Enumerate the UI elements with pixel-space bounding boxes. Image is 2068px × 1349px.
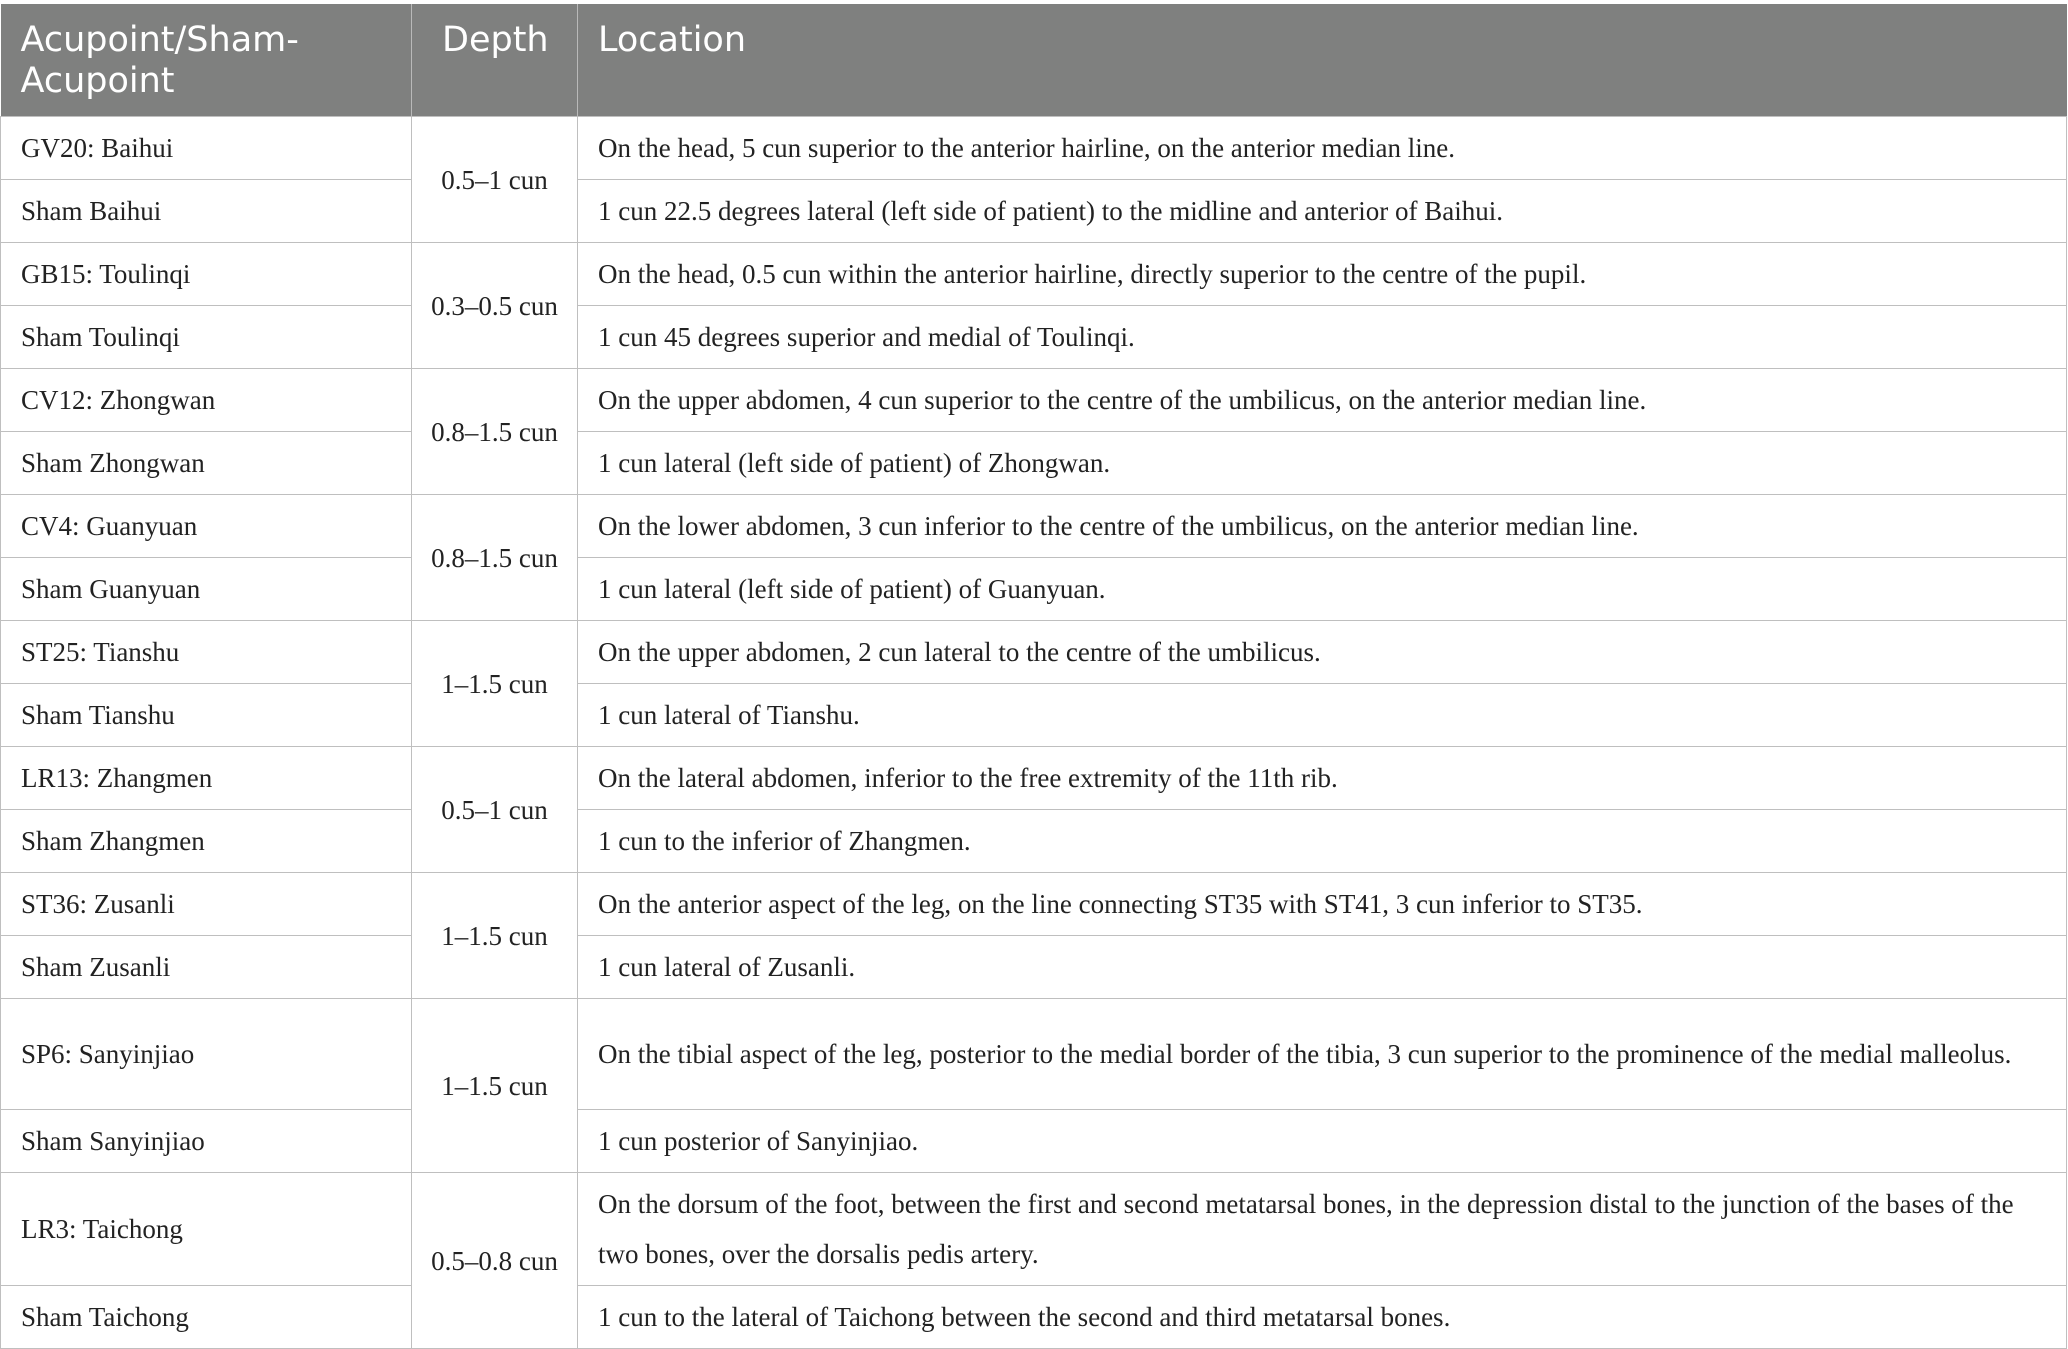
acupoint-table <box>0 4 2067 1349</box>
acupoint-name-cell: Sham Baihui <box>1 180 412 243</box>
table-row <box>1 1286 2067 1349</box>
depth-cell: 1–1.5 cun <box>412 621 578 747</box>
location-cell: 1 cun to the lateral of Taichong between the second and third metatarsal bones. <box>578 1286 2067 1349</box>
location-cell: 1 cun lateral of Tianshu. <box>578 684 2067 747</box>
acupoint-name-cell: Sham Sanyinjiao <box>1 1110 412 1173</box>
table-row <box>1 117 2067 180</box>
acupoint-name-cell: Sham Zhongwan <box>1 432 412 495</box>
location-cell: 1 cun lateral (left side of patient) of Zhongwan. <box>578 432 2067 495</box>
depth-cell: 1–1.5 cun <box>412 999 578 1173</box>
location-cell: On the head, 0.5 cun within the anterior hairline, directly superior to the centre of the pupil. <box>578 243 2067 306</box>
location-cell: On the anterior aspect of the leg, on the line connecting ST35 with ST41, 3 cun inferior to ST35. <box>578 873 2067 936</box>
depth-cell: 0.3–0.5 cun <box>412 243 578 369</box>
acupoint-name-cell: LR3: Taichong <box>1 1173 412 1286</box>
acupoint-name-cell: Sham Guanyuan <box>1 558 412 621</box>
depth-cell: 0.5–1 cun <box>412 117 578 243</box>
acupoint-name-cell: Sham Zhangmen <box>1 810 412 873</box>
location-cell: On the upper abdomen, 2 cun lateral to the centre of the umbilicus. <box>578 621 2067 684</box>
table-row <box>1 1110 2067 1173</box>
location-cell: On the lower abdomen, 3 cun inferior to the centre of the umbilicus, on the anterior median line. <box>578 495 2067 558</box>
table-row <box>1 684 2067 747</box>
location-cell: 1 cun 45 degrees superior and medial of Toulinqi. <box>578 306 2067 369</box>
acupoint-name-cell: Sham Tianshu <box>1 684 412 747</box>
acupoint-name-cell: Sham Toulinqi <box>1 306 412 369</box>
table-row <box>1 243 2067 306</box>
table-body <box>1 117 2067 1349</box>
table-row <box>1 432 2067 495</box>
header-depth: Depth <box>412 4 578 117</box>
location-cell: On the upper abdomen, 4 cun superior to the centre of the umbilicus, on the anterior median line. <box>578 369 2067 432</box>
acupoint-name-cell: GB15: Toulinqi <box>1 243 412 306</box>
location-cell: On the dorsum of the foot, between the first and second metatarsal bones, in the depression distal to the junction of the bases of the two bones, over the dorsalis pedis artery. <box>578 1173 2067 1286</box>
acupoint-name-cell: LR13: Zhangmen <box>1 747 412 810</box>
table-row <box>1 621 2067 684</box>
location-cell: 1 cun lateral of Zusanli. <box>578 936 2067 999</box>
location-cell: On the tibial aspect of the leg, posterior to the medial border of the tibia, 3 cun superior to the prominence of the medial malleolus. <box>578 999 2067 1110</box>
table-row <box>1 873 2067 936</box>
location-cell: On the lateral abdomen, inferior to the free extremity of the 11th rib. <box>578 747 2067 810</box>
location-cell: 1 cun lateral (left side of patient) of Guanyuan. <box>578 558 2067 621</box>
acupoint-name-cell: ST36: Zusanli <box>1 873 412 936</box>
table-row <box>1 747 2067 810</box>
acupoint-name-cell: CV4: Guanyuan <box>1 495 412 558</box>
acupoint-name-cell: GV20: Baihui <box>1 117 412 180</box>
location-cell: 1 cun to the inferior of Zhangmen. <box>578 810 2067 873</box>
table-row <box>1 495 2067 558</box>
location-cell: 1 cun 22.5 degrees lateral (left side of patient) to the midline and anterior of Baihui. <box>578 180 2067 243</box>
acupoint-table-container <box>0 4 2066 1349</box>
depth-cell: 1–1.5 cun <box>412 873 578 999</box>
acupoint-name-cell: Sham Taichong <box>1 1286 412 1349</box>
header-location: Location <box>578 4 2067 117</box>
acupoint-name-cell: CV12: Zhongwan <box>1 369 412 432</box>
header-row <box>1 4 2067 117</box>
depth-cell: 0.5–0.8 cun <box>412 1173 578 1349</box>
table-row <box>1 369 2067 432</box>
depth-cell: 0.8–1.5 cun <box>412 495 578 621</box>
table-row <box>1 999 2067 1110</box>
acupoint-name-cell: Sham Zusanli <box>1 936 412 999</box>
header-acupoint: Acupoint/Sham-Acupoint <box>1 4 412 117</box>
depth-cell: 0.5–1 cun <box>412 747 578 873</box>
table-row <box>1 936 2067 999</box>
table-row <box>1 180 2067 243</box>
acupoint-name-cell: SP6: Sanyinjiao <box>1 999 412 1110</box>
acupoint-name-cell: ST25: Tianshu <box>1 621 412 684</box>
table-row <box>1 558 2067 621</box>
location-cell: 1 cun posterior of Sanyinjiao. <box>578 1110 2067 1173</box>
depth-cell: 0.8–1.5 cun <box>412 369 578 495</box>
table-row <box>1 1173 2067 1286</box>
location-cell: On the head, 5 cun superior to the anterior hairline, on the anterior median line. <box>578 117 2067 180</box>
table-row <box>1 306 2067 369</box>
table-row <box>1 810 2067 873</box>
